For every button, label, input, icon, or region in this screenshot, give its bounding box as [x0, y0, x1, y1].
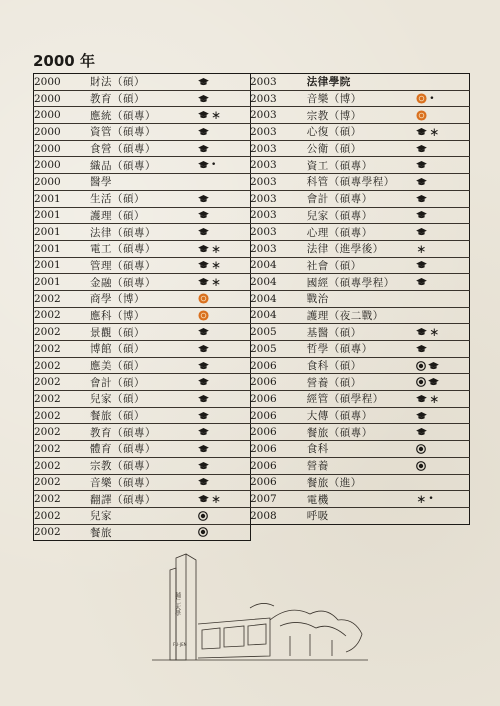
- graduation-cap-icon: [416, 328, 427, 336]
- row-marks: [198, 257, 251, 274]
- asterisk-icon: ∗: [416, 492, 427, 507]
- graduation-cap-icon: [416, 278, 427, 286]
- row-year: 2002: [34, 441, 91, 458]
- graduation-cap-icon: [198, 278, 209, 286]
- table-row: [250, 140, 470, 157]
- row-marks: [198, 307, 251, 324]
- graduation-cap-icon: [198, 412, 209, 420]
- row-department: 哲學（碩專）: [307, 341, 416, 358]
- row-marks: [198, 457, 251, 474]
- row-marks: [198, 124, 251, 141]
- row-year: 2001: [34, 240, 91, 257]
- graduation-cap-icon: [416, 128, 427, 136]
- row-department: 資管（碩專）: [90, 124, 198, 141]
- doctorate-medal-icon: [198, 293, 209, 304]
- table-row: [34, 290, 251, 307]
- row-marks: [416, 157, 469, 174]
- table-row: [34, 341, 251, 358]
- row-department: 法律（碩專）: [90, 224, 198, 241]
- row-year: 2006: [250, 374, 307, 391]
- doctorate-medal-icon: [416, 110, 427, 121]
- row-year: 2002: [34, 374, 91, 391]
- row-year: 2002: [34, 491, 91, 508]
- table-row: [250, 190, 470, 207]
- row-department: 景觀（碩）: [90, 324, 198, 341]
- row-year: 2001: [34, 207, 91, 224]
- table-row: [34, 407, 251, 424]
- table-row: [250, 274, 470, 291]
- row-department: 基醫（碩）: [307, 324, 416, 341]
- row-year: 2000: [34, 90, 91, 107]
- graduation-cap-icon: [198, 462, 209, 470]
- asterisk-icon: ∗: [211, 258, 222, 273]
- row-marks: [416, 290, 469, 307]
- graduation-cap-icon: [198, 428, 209, 436]
- row-marks: [198, 407, 251, 424]
- asterisk-icon: ∗: [429, 124, 440, 139]
- row-year: 2002: [34, 457, 91, 474]
- table-row: [34, 491, 251, 508]
- row-year: 2006: [250, 424, 307, 441]
- dot-icon: •: [211, 160, 217, 171]
- row-department: 大傳（碩專）: [307, 407, 416, 424]
- graduation-cap-icon: [416, 395, 427, 403]
- row-marks: [416, 391, 469, 408]
- table-row: [250, 474, 470, 491]
- row-department: 教育（碩）: [90, 90, 198, 107]
- row-department: 法律（進學後）: [307, 240, 416, 257]
- row-year: 2002: [34, 290, 91, 307]
- table-row: [34, 240, 251, 257]
- row-year: 2003: [250, 107, 307, 124]
- row-department: 宗教（碩專）: [90, 457, 198, 474]
- row-marks: [198, 274, 251, 291]
- row-marks: [416, 474, 469, 491]
- graduation-cap-icon: [198, 345, 209, 353]
- graduation-cap-icon: [416, 345, 427, 353]
- row-department: 食科（碩）: [307, 357, 416, 374]
- graduation-cap-icon: [416, 145, 427, 153]
- row-marks: [416, 457, 469, 474]
- graduation-cap-icon: [198, 495, 209, 503]
- table-row: [250, 341, 470, 358]
- table-row: [250, 157, 470, 174]
- row-department: 電工（碩專）: [90, 240, 198, 257]
- row-year: 2005: [250, 324, 307, 341]
- row-department: 兒家（碩）: [90, 391, 198, 408]
- row-year: 2007: [250, 491, 307, 508]
- graduation-cap-icon: [198, 362, 209, 370]
- row-marks: [198, 240, 251, 257]
- table-row: [250, 391, 470, 408]
- table-row: [34, 107, 251, 124]
- asterisk-icon: ∗: [429, 325, 440, 340]
- row-department: 呼吸: [306, 510, 329, 523]
- row-department: 商學（博）: [90, 290, 198, 307]
- row-department: 會計（碩）: [90, 374, 198, 391]
- row-marks: [416, 491, 469, 508]
- row-year: 2003: [250, 207, 307, 224]
- row-department: 生活（碩）: [90, 190, 198, 207]
- table-row: [250, 357, 470, 374]
- dot-icon: •: [429, 93, 435, 104]
- row-year: 2006: [250, 457, 307, 474]
- table-row: [250, 124, 470, 141]
- row-marks: [198, 140, 251, 157]
- row-year: 2004: [250, 290, 307, 307]
- row-year: 2003: [250, 174, 307, 191]
- row-department: 應統（碩專）: [90, 107, 198, 124]
- row-marks: [198, 224, 251, 241]
- row-marks: [416, 190, 469, 207]
- row-marks: [416, 107, 469, 124]
- row-year: 2003: [250, 124, 307, 141]
- graduation-cap-icon: [416, 161, 427, 169]
- table-row: [250, 491, 470, 508]
- row-department: 醫學: [90, 174, 198, 191]
- table-row: [250, 307, 470, 324]
- doctorate-medal-icon: [198, 310, 209, 321]
- table-left-column: [33, 73, 251, 541]
- graduation-cap-icon: [198, 228, 209, 236]
- asterisk-icon: ∗: [211, 241, 222, 256]
- row-year: 2002: [34, 307, 91, 324]
- row-marks: [416, 240, 469, 257]
- table-row: [34, 174, 251, 191]
- graduation-cap-icon: [198, 378, 209, 386]
- row-marks: [198, 357, 251, 374]
- table-row: [34, 307, 251, 324]
- table-row: [250, 374, 470, 391]
- table-row: [34, 157, 251, 174]
- row-marks: [198, 441, 251, 458]
- row-year: 2004: [250, 274, 307, 291]
- row-year: 2001: [34, 257, 91, 274]
- row-marks: [416, 507, 469, 524]
- graduation-cap-icon: [198, 195, 209, 203]
- table-row: [34, 90, 251, 107]
- row-department: 心理（碩專）: [307, 224, 416, 241]
- row-marks: [416, 424, 469, 441]
- row-marks: [416, 407, 469, 424]
- row-department: 兒家（碩專）: [307, 207, 416, 224]
- row-marks: [416, 307, 469, 324]
- table-row: [34, 474, 251, 491]
- row-department: 體育（碩專）: [90, 441, 198, 458]
- graduation-cap-icon: [198, 261, 209, 269]
- table-row: [250, 290, 470, 307]
- graduation-cap-icon: [416, 195, 427, 203]
- row-department: 社會（碩）: [307, 257, 416, 274]
- table-row: [250, 407, 470, 424]
- row-year: 2002: [34, 424, 91, 441]
- row-marks: [198, 157, 251, 174]
- row-year: 2001: [34, 190, 91, 207]
- table-row: [250, 507, 470, 524]
- table-row: [34, 441, 251, 458]
- asterisk-icon: ∗: [211, 492, 222, 507]
- graduation-cap-icon: [416, 228, 427, 236]
- table-row: [34, 324, 251, 341]
- row-marks: [198, 341, 251, 358]
- graduation-cap-icon: [198, 328, 209, 336]
- row-year: 2003: [250, 224, 307, 241]
- row-department: 護理（碩）: [90, 207, 198, 224]
- row-year: 2006: [250, 357, 307, 374]
- row-marks: [416, 257, 469, 274]
- table-row: [34, 424, 251, 441]
- asterisk-icon: ∗: [416, 241, 427, 256]
- page-title: 2000 年: [33, 52, 95, 70]
- row-year: 2000: [34, 107, 91, 124]
- sketch-sign-subtext: FU-JEN: [173, 642, 187, 647]
- row-marks: [198, 324, 251, 341]
- row-year: 2000: [34, 174, 91, 191]
- row-department: 心復（碩）: [307, 124, 416, 141]
- table-row: [34, 274, 251, 291]
- row-marks: [198, 190, 251, 207]
- row-department: 宗教（博）: [307, 107, 416, 124]
- row-marks: [416, 207, 469, 224]
- row-marks: [416, 274, 469, 291]
- row-department: 財法（碩）: [90, 74, 198, 91]
- graduation-cap-icon: [428, 362, 439, 370]
- row-marks: [198, 524, 251, 541]
- graduation-cap-icon: [198, 445, 209, 453]
- graduation-cap-icon: [198, 128, 209, 136]
- row-year: 2002: [34, 507, 91, 524]
- table-row: [250, 224, 470, 241]
- table-row: [34, 74, 251, 91]
- row-department: 教育（碩專）: [90, 424, 198, 441]
- row-year: 2002: [34, 324, 91, 341]
- row-year: 2006: [250, 474, 307, 491]
- row-marks: [198, 391, 251, 408]
- graduation-cap-icon: [198, 95, 209, 103]
- row-year: 2002: [34, 526, 61, 539]
- table-row: [34, 357, 251, 374]
- table-row: [250, 240, 470, 257]
- row-year: 2006: [250, 441, 307, 458]
- row-year: 2000: [34, 124, 91, 141]
- row-department: 應美（碩）: [90, 357, 198, 374]
- table-row: [34, 224, 251, 241]
- table-row: [250, 107, 470, 124]
- row-department: 食科: [307, 441, 416, 458]
- target-circle-icon: [416, 361, 426, 371]
- graduation-cap-icon: [198, 111, 209, 119]
- row-department: 管理（碩專）: [90, 257, 198, 274]
- table-row: [250, 441, 470, 458]
- row-year: 2008: [250, 509, 277, 522]
- doctorate-medal-icon: [416, 93, 427, 104]
- row-department: 經管（碩學程）: [307, 391, 416, 408]
- row-department: 金融（碩專）: [90, 274, 198, 291]
- row-department: 營養: [307, 457, 416, 474]
- row-marks: [198, 90, 251, 107]
- row-department: 營養（碩）: [307, 374, 416, 391]
- row-marks: [416, 90, 469, 107]
- graduation-cap-icon: [416, 178, 427, 186]
- row-department: 餐旅（碩專）: [307, 424, 416, 441]
- table-row: [34, 524, 251, 541]
- row-marks: [198, 290, 251, 307]
- graduation-cap-icon: [198, 161, 209, 169]
- row-department: 電機: [307, 491, 416, 508]
- row-marks: [416, 341, 469, 358]
- row-marks: [198, 424, 251, 441]
- table-row: [34, 140, 251, 157]
- graduation-cap-icon: [198, 145, 209, 153]
- table-row: [34, 190, 251, 207]
- row-year: 2004: [250, 307, 307, 324]
- graduation-cap-icon: [416, 412, 427, 420]
- table-row: [250, 207, 470, 224]
- row-year: 2003: [250, 240, 307, 257]
- row-department: 會計（碩專）: [307, 190, 416, 207]
- graduation-cap-icon: [416, 261, 427, 269]
- asterisk-icon: ∗: [211, 275, 222, 290]
- row-marks: [198, 74, 251, 91]
- row-year: 2002: [34, 357, 91, 374]
- table-row: [34, 391, 251, 408]
- row-marks: [198, 507, 251, 524]
- asterisk-icon: ∗: [211, 108, 222, 123]
- dot-icon: •: [428, 494, 434, 505]
- row-year: 2003: [250, 140, 307, 157]
- row-year: 2002: [34, 407, 91, 424]
- row-department: 法律學院: [307, 74, 416, 91]
- campus-building-sketch: [150, 548, 370, 668]
- row-department: 博館（碩）: [90, 341, 198, 358]
- row-year: 2005: [250, 341, 307, 358]
- row-department: 國經（碩專學程）: [307, 274, 416, 291]
- graduation-cap-icon: [198, 211, 209, 219]
- row-marks: [416, 324, 469, 341]
- row-marks: [198, 374, 251, 391]
- target-circle-icon: [198, 511, 208, 521]
- row-year: 2002: [34, 341, 91, 358]
- row-year: 2002: [34, 391, 91, 408]
- row-year: 2000: [34, 157, 91, 174]
- row-year: 2000: [34, 140, 91, 157]
- table-row: [250, 324, 470, 341]
- table-row: [34, 374, 251, 391]
- row-year: 2006: [250, 407, 307, 424]
- table-row: [250, 174, 470, 191]
- row-year: 2003: [250, 157, 307, 174]
- row-year: 2000: [34, 74, 91, 91]
- row-marks: [416, 174, 469, 191]
- table-row: [250, 457, 470, 474]
- row-marks: [198, 491, 251, 508]
- row-department: 兒家: [90, 507, 198, 524]
- table-row: [34, 124, 251, 141]
- row-year: 2003: [250, 190, 307, 207]
- row-marks: [198, 207, 251, 224]
- row-department: 科管（碩專學程）: [307, 174, 416, 191]
- row-department: 護理（夜二戰）: [307, 307, 416, 324]
- table-row: [250, 257, 470, 274]
- row-year: 2002: [34, 474, 91, 491]
- target-circle-icon: [416, 377, 426, 387]
- row-marks: [416, 357, 469, 374]
- graduation-cap-icon: [198, 245, 209, 253]
- row-marks: [416, 441, 469, 458]
- graduation-cap-icon: [416, 211, 427, 219]
- row-department: 音樂（博）: [307, 90, 416, 107]
- graduation-cap-icon: [198, 478, 209, 486]
- row-department: 翻譯（碩專）: [90, 491, 198, 508]
- row-marks: [416, 74, 469, 91]
- row-department: 餐旅（碩）: [90, 407, 198, 424]
- table-row: [34, 457, 251, 474]
- row-marks: [416, 374, 469, 391]
- row-year: 2003: [250, 90, 307, 107]
- graduation-cap-icon: [428, 378, 439, 386]
- graduation-cap-icon: [198, 78, 209, 86]
- row-marks: [416, 224, 469, 241]
- row-department: 公衛（碩）: [307, 140, 416, 157]
- row-department: 戰治: [307, 290, 416, 307]
- row-marks: [198, 107, 251, 124]
- row-department: 資工（碩專）: [307, 157, 416, 174]
- row-year: 2006: [250, 391, 307, 408]
- target-circle-icon: [416, 461, 426, 471]
- row-year: 2001: [34, 224, 91, 241]
- table-row: [250, 424, 470, 441]
- graduation-cap-icon: [416, 428, 427, 436]
- table-row: [34, 507, 251, 524]
- row-department: 餐旅: [90, 526, 112, 539]
- row-department: 應科（博）: [90, 307, 198, 324]
- row-department: 織品（碩專）: [90, 157, 198, 174]
- row-marks: [198, 474, 251, 491]
- table-row: [250, 90, 470, 107]
- table-row: [250, 74, 470, 91]
- target-circle-icon: [198, 527, 208, 537]
- table-row: [34, 257, 251, 274]
- table-right-column: [250, 73, 470, 525]
- row-marks: [416, 140, 469, 157]
- asterisk-icon: ∗: [429, 391, 440, 406]
- row-department: 音樂（碩專）: [90, 474, 198, 491]
- row-year: 2003: [250, 74, 307, 91]
- row-marks: [198, 174, 251, 191]
- row-department: 食營（碩專）: [90, 140, 198, 157]
- row-marks: [416, 124, 469, 141]
- sketch-sign-text: 輔仁大學: [173, 592, 181, 616]
- row-year: 2001: [34, 274, 91, 291]
- table-row: [34, 207, 251, 224]
- target-circle-icon: [416, 444, 426, 454]
- row-year: 2004: [250, 257, 307, 274]
- graduation-cap-icon: [198, 395, 209, 403]
- row-department: 餐旅（進）: [307, 474, 416, 491]
